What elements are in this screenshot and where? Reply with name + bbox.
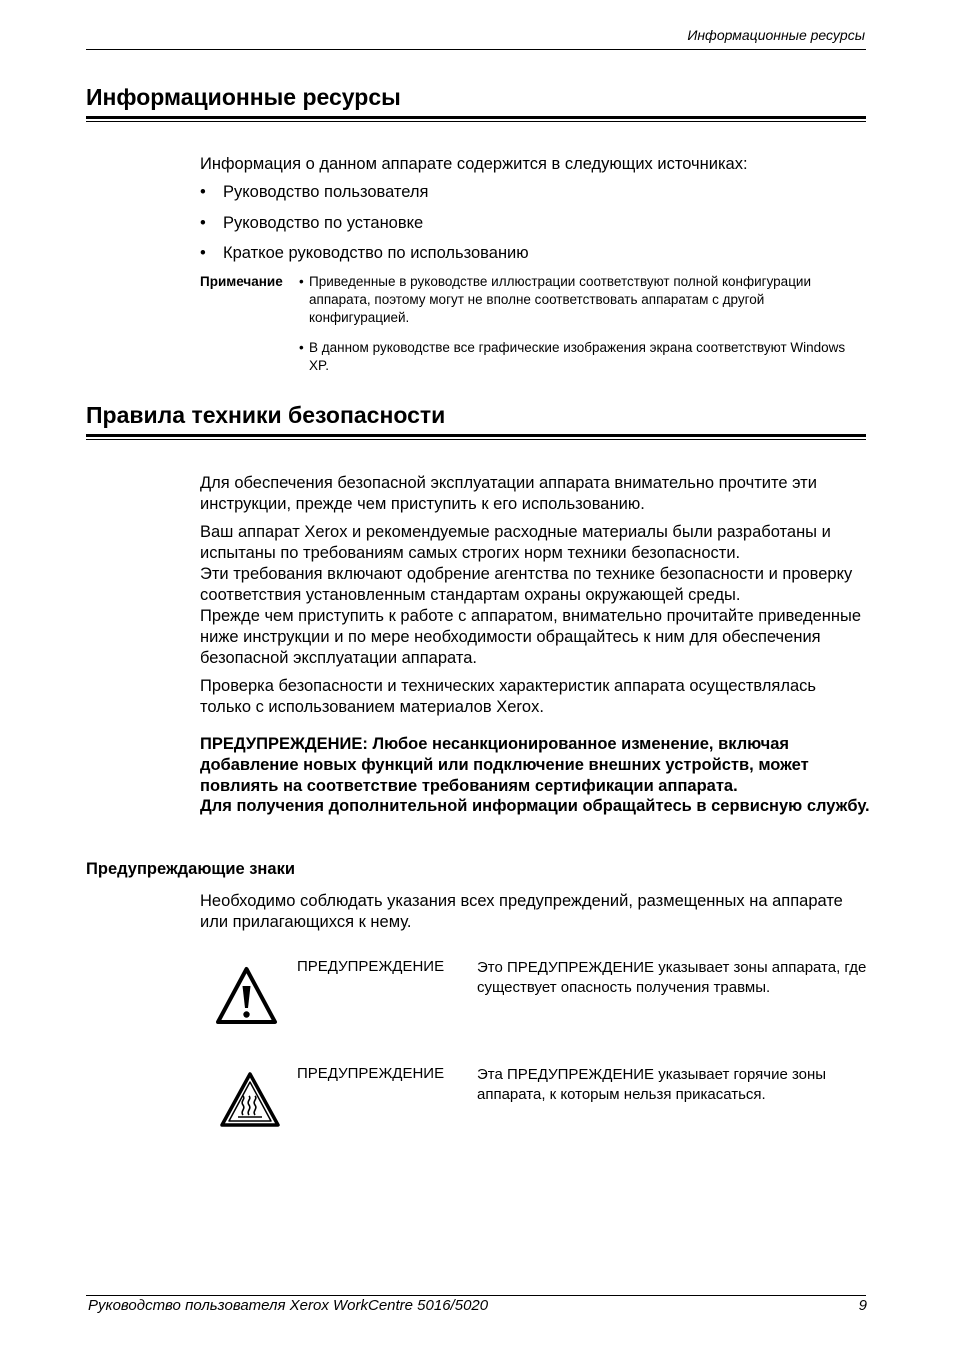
footer-title: Руководство пользователя Xerox WorkCentre 5016/5020 <box>88 1297 489 1314</box>
footer-rule <box>86 1295 866 1296</box>
safety-paragraph: Эти требования включают одобрение агентства по технике безопасности и проверку соответствия установленным стандартам охраны окружающей среды. <box>200 565 853 604</box>
safety-paragraph: Для обеспечения безопасной эксплуатации аппарата внимательно прочтите эти инструкции, прежде чем приступить к его использованию. <box>200 474 817 513</box>
note-item: • Приведенные в руководстве иллюстрации соответствуют полной конфигурации аппарата, поэтому могут не вполне соответствовать аппаратам с другой конфигурацией. <box>299 274 812 325</box>
sign-description: Эта ПРЕДУПРЕЖДЕНИЕ указывает горячие зоны аппарата, к которым нельзя прикасаться. <box>477 1066 827 1103</box>
info-bullet-list <box>200 183 529 275</box>
safety-warning: ПРЕДУПРЕЖДЕНИЕ: Любое несанкционированное изменение, включая добавление новых функций или подключение внешних устройств, может повлиять на соответствие требованиям сертификации аппарата. Для получения дополнительной информации обращайтесь в сервисную службу. <box>200 735 870 816</box>
hot-surface-icon <box>219 1071 281 1128</box>
list-item: • Краткое руководство по использованию <box>200 244 529 262</box>
warning-triangle-icon <box>215 966 278 1025</box>
safety-paragraph: Ваш аппарат Xerox и рекомендуемые расходные материалы были разработаны и испытаны по требованиям самых строгих норм техники безопасности. <box>200 523 831 562</box>
sign-description: Это ПРЕДУПРЕЖДЕНИЕ указывает зоны аппарата, где существует опасность получения травмы. <box>477 959 867 996</box>
info-intro: Информация о данном аппарате содержится в следующих источниках: <box>200 155 748 173</box>
list-item: • Руководство по установке <box>200 213 424 232</box>
section-rule-safety <box>86 434 866 440</box>
page-number: 9 <box>858 1297 867 1314</box>
subsection-title-signs: Предупреждающие знаки <box>86 860 295 878</box>
note-label: Примечание <box>200 274 283 289</box>
sign-label: ПРЕДУПРЕЖДЕНИЕ <box>297 958 445 975</box>
signs-intro: Необходимо соблюдать указания всех предупреждений, размещенных на аппарате или прилагающихся к нему. <box>200 892 843 931</box>
section-title-safety: Правила техники безопасности <box>86 402 446 428</box>
safety-paragraph: Прежде чем приступить к работе с аппаратом, внимательно прочитайте приведенные ниже инструкции и по мере необходимости обращайтесь к ним для обеспечения безопасной эксплуатации аппарата. <box>200 607 862 667</box>
list-item: • Руководство пользователя <box>200 183 429 201</box>
section-rule-info <box>86 116 866 122</box>
note-item: • В данном руководстве все графические изображения экрана соответствуют Windows XP. <box>299 340 846 373</box>
header-rule <box>86 49 866 50</box>
safety-paragraph: Проверка безопасности и технических характеристик аппарата осуществлялась только с использованием материалов Xerox. <box>200 677 817 716</box>
section-title-info: Информационные ресурсы <box>86 84 401 110</box>
sign-label: ПРЕДУПРЕЖДЕНИЕ <box>297 1065 445 1082</box>
running-header: Информационные ресурсы <box>687 27 865 43</box>
